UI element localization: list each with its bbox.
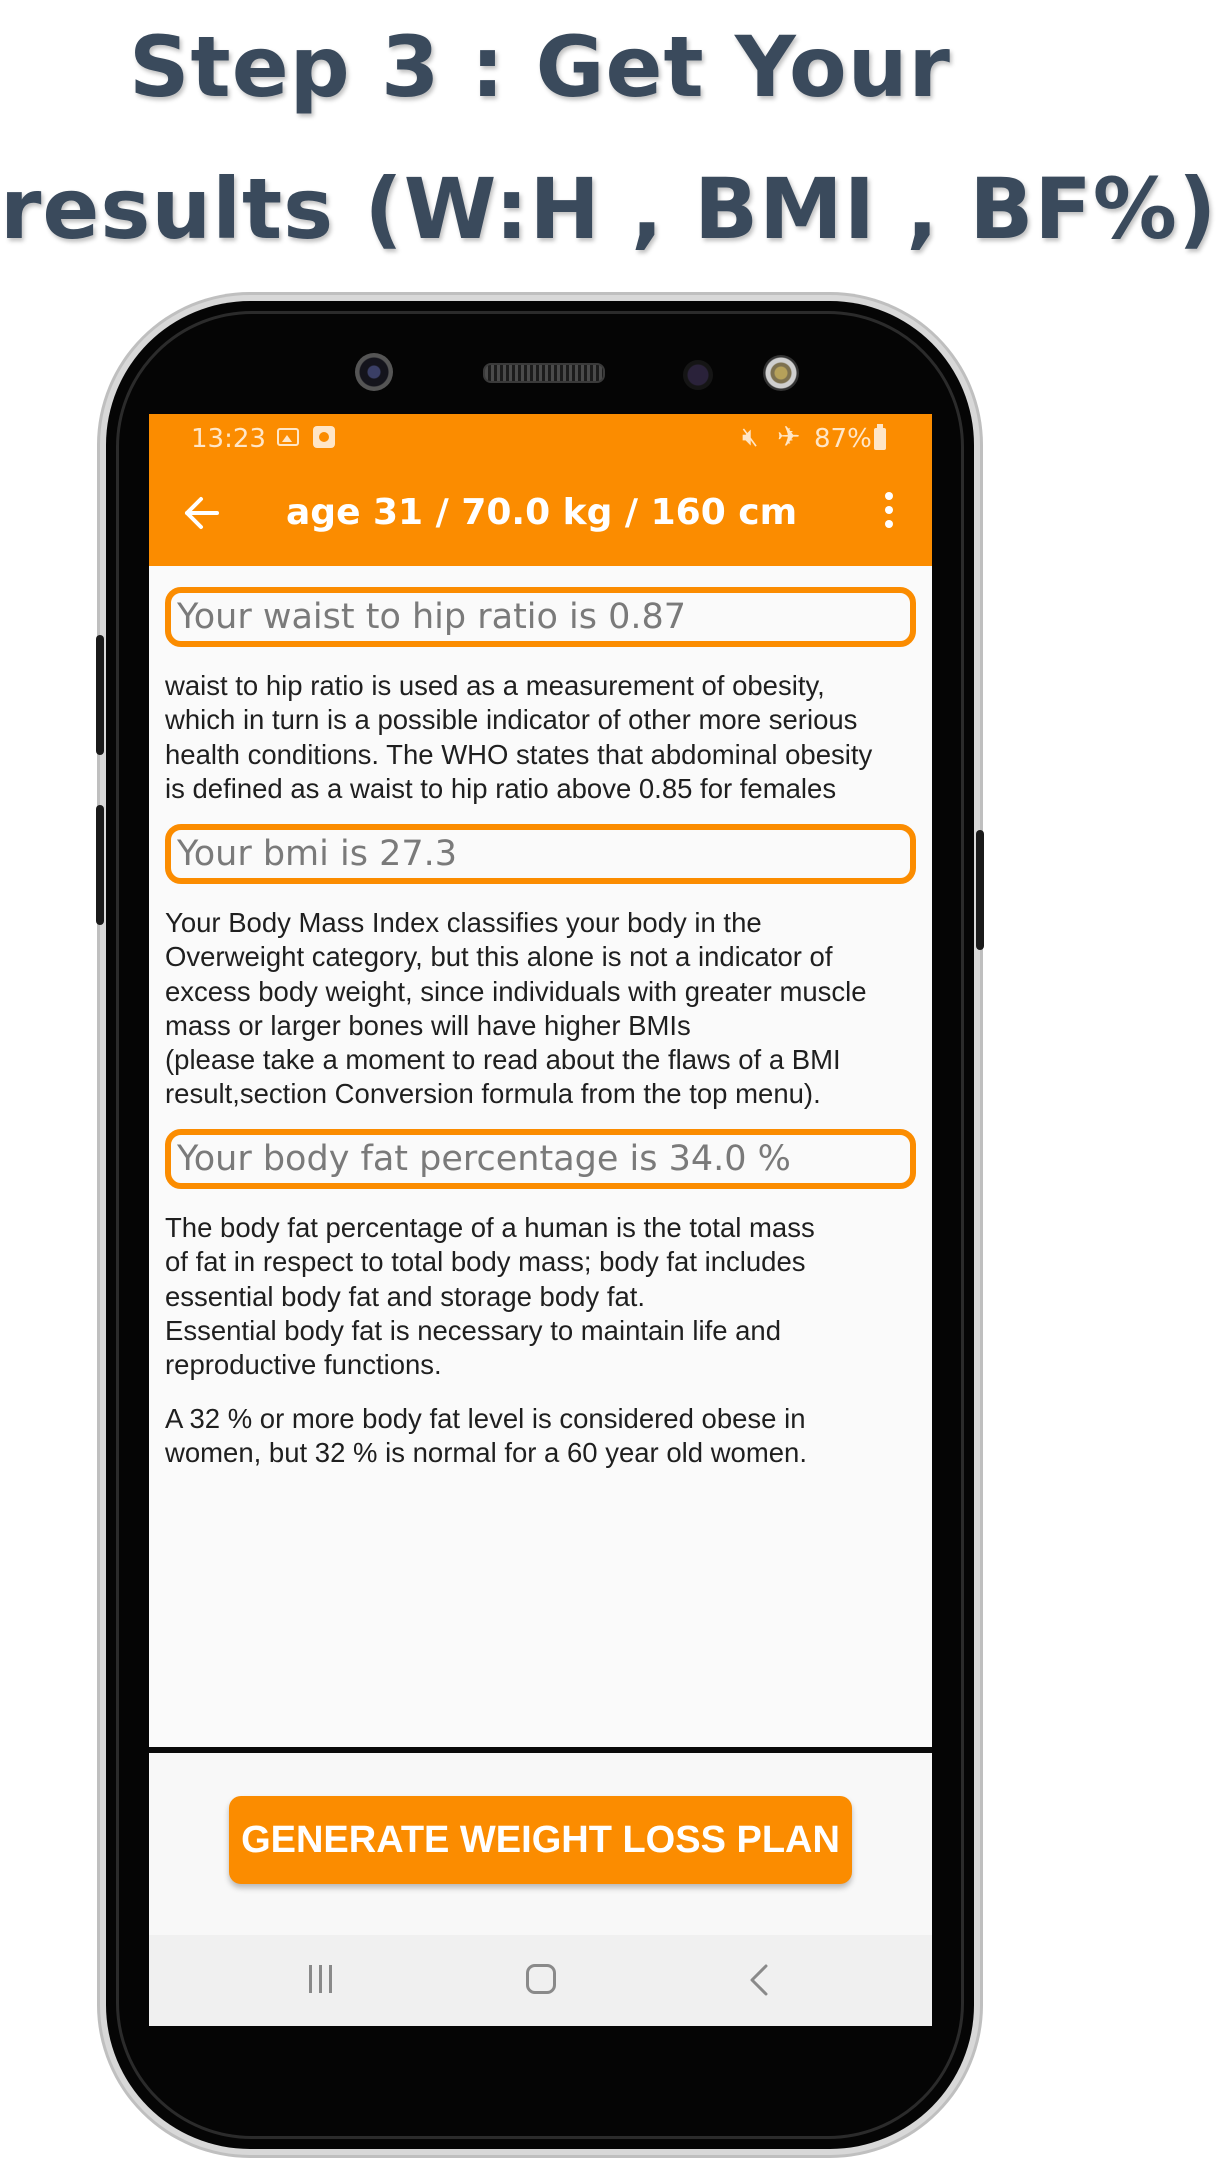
airplane-icon: ✈︎ bbox=[777, 420, 801, 453]
description-line: which in turn is a possible indicator of other more serious bbox=[165, 704, 858, 736]
record-icon bbox=[313, 426, 335, 448]
description-line: Your Body Mass Index classifies your body in the bbox=[165, 907, 762, 938]
description-line: reproductive functions. bbox=[165, 1349, 442, 1381]
description-line: waist to hip ratio is used as a measurement of obesity, bbox=[165, 670, 825, 701]
description-line: result,section Conversion formula from the top menu). bbox=[165, 1078, 821, 1110]
description-line: Overweight category, but this alone is not a indicator of bbox=[165, 941, 833, 973]
battery-icon bbox=[874, 428, 886, 450]
bmi-description bbox=[165, 906, 925, 1112]
description-line: Essential body fat is necessary to maintain life and bbox=[165, 1314, 782, 1346]
description-line: essential body fat and storage body fat. bbox=[165, 1280, 646, 1312]
description-line: is defined as a waist to hip ratio above 0.85 for females bbox=[165, 772, 837, 804]
app-bar bbox=[149, 466, 932, 566]
description-line: women, but 32 % is normal for a 60 year old women. bbox=[165, 1437, 807, 1469]
promo-headline-line2: results (W:H , BMI , BF%) bbox=[0, 160, 1217, 258]
bmi-result: Your bmi is 27.3 bbox=[165, 824, 916, 884]
home-icon[interactable] bbox=[526, 1964, 556, 1994]
power-button bbox=[976, 830, 984, 950]
earpiece-speaker bbox=[483, 363, 605, 383]
gallery-icon bbox=[277, 428, 299, 446]
description-line: (please take a moment to read about the flaws of a BMI bbox=[165, 1044, 841, 1076]
waist-hip-ratio-result: Your waist to hip ratio is 0.87 bbox=[165, 587, 916, 647]
phone-screen bbox=[149, 414, 932, 2026]
volume-up-button bbox=[96, 635, 104, 755]
volume-down-button bbox=[96, 805, 104, 925]
body-fat-description bbox=[165, 1211, 925, 1382]
waist-hip-ratio-description bbox=[165, 669, 925, 806]
description-line: A 32 % or more body fat level is considered obese in bbox=[165, 1403, 806, 1434]
bottom-action-area bbox=[149, 1753, 932, 1935]
promo-headline-line1: Step 3 : Get Your bbox=[129, 18, 951, 116]
generate-weight-loss-plan-button[interactable]: GENERATE WEIGHT LOSS PLAN bbox=[229, 1796, 852, 1884]
status-time: 13:23 bbox=[191, 424, 266, 454]
recents-icon[interactable] bbox=[309, 1965, 339, 1995]
description-line: mass or larger bones will have higher BMIs bbox=[165, 1009, 691, 1041]
navigation-bar bbox=[149, 1935, 932, 2026]
description-line: excess body weight, since individuals with greater muscle bbox=[165, 975, 867, 1007]
back-icon[interactable] bbox=[747, 1963, 771, 1997]
light-sensor-icon bbox=[763, 355, 799, 391]
app-title: age 31 / 70.0 kg / 160 cm bbox=[286, 492, 798, 533]
mute-icon: 🔇︎ bbox=[742, 422, 759, 452]
battery-level: 87% bbox=[814, 424, 872, 454]
description-line: The body fat percentage of a human is the total mass bbox=[165, 1212, 815, 1243]
front-camera-icon bbox=[355, 353, 393, 391]
proximity-sensor-icon bbox=[683, 360, 713, 390]
description-line: health conditions. The WHO states that abdominal obesity bbox=[165, 738, 873, 770]
body-fat-result: Your body fat percentage is 34.0 % bbox=[165, 1129, 916, 1189]
description-line: of fat in respect to total body mass; body fat includes bbox=[165, 1246, 806, 1278]
body-fat-obesity-note bbox=[165, 1402, 925, 1471]
status-bar bbox=[149, 414, 932, 466]
more-vert-icon[interactable] bbox=[881, 492, 897, 542]
back-arrow-icon[interactable] bbox=[179, 488, 229, 538]
